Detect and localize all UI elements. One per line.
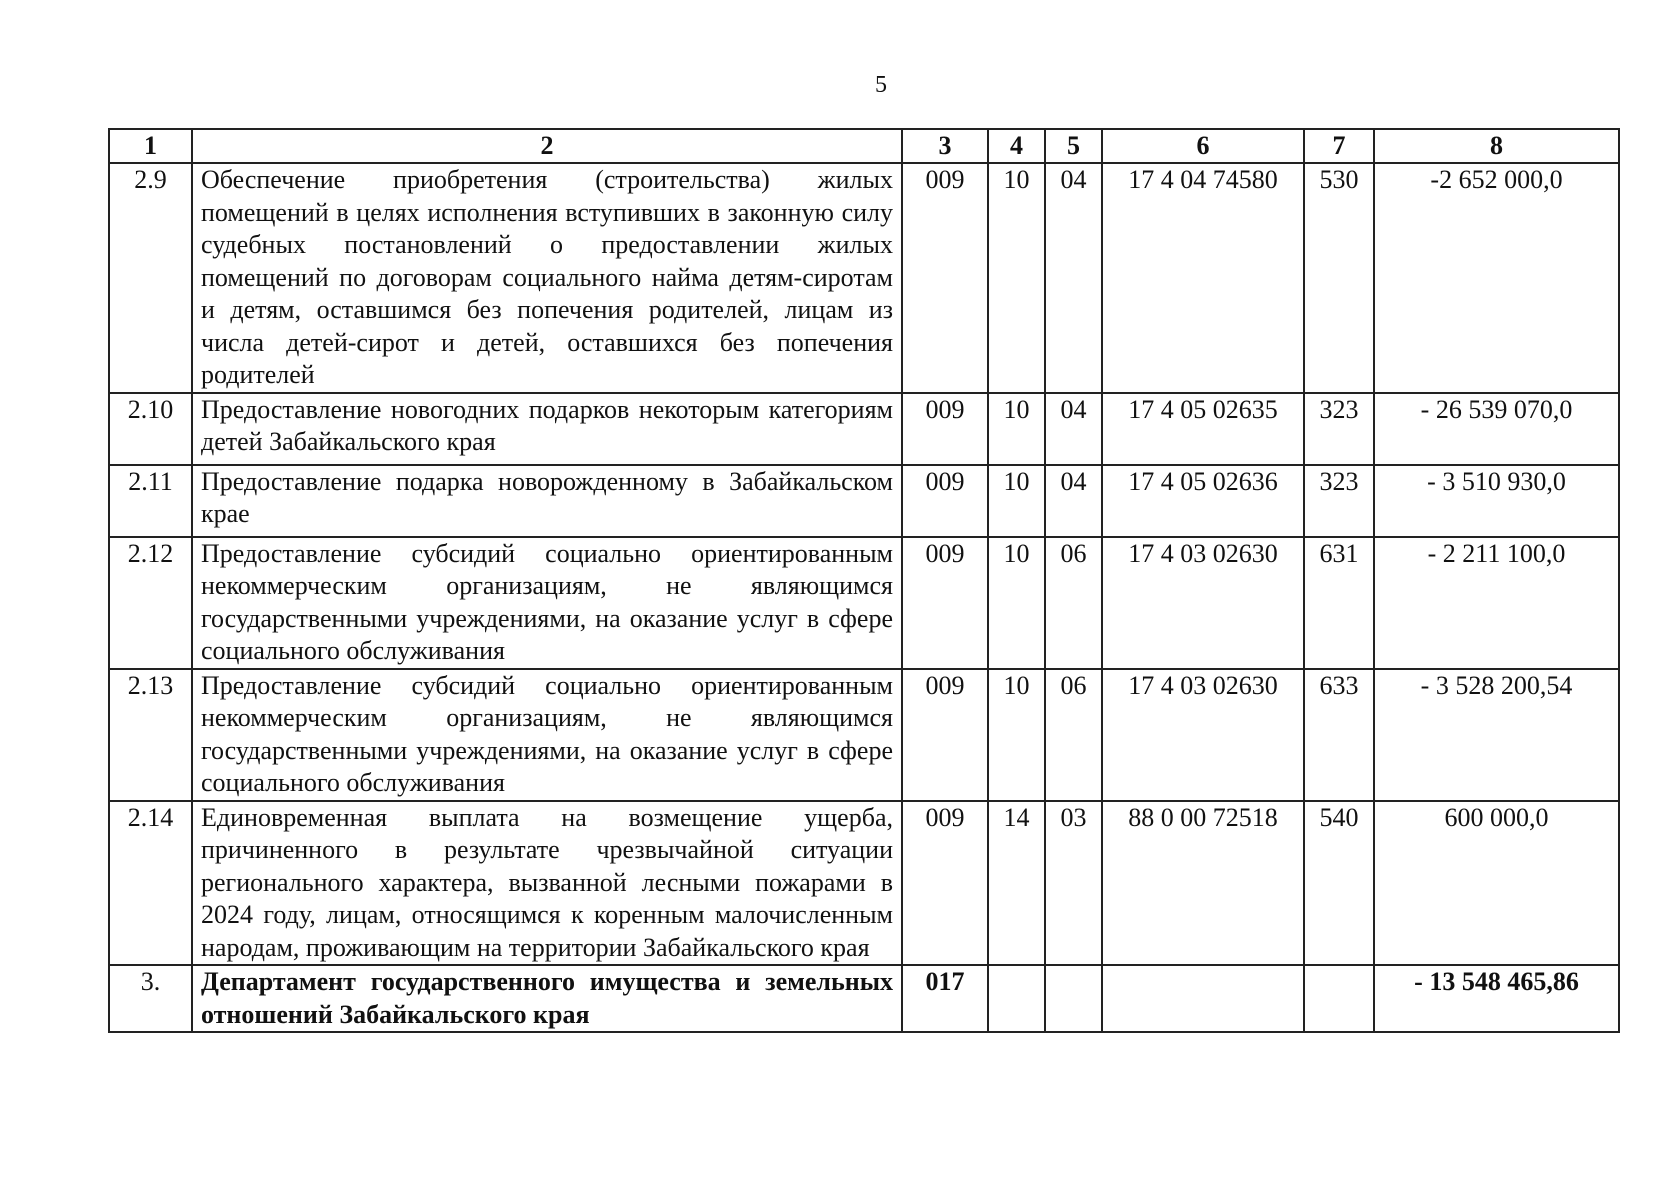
- row-description: Обеспечение приобретения (строительства) жилых помещений в целях исполнения вступивших в законную силу судебных постановлений о предоставлении жилых помещений по договорам социального найма детям-сиротам и детям, оставшимся без попечения родителей, лицам из числа детей-сирот и детей, оставшихся без попечения родителей: [192, 163, 902, 393]
- header-cell: 7: [1304, 129, 1374, 163]
- table-row: [109, 465, 1619, 537]
- expense-type-code: 633: [1304, 669, 1374, 801]
- expense-type-code: 631: [1304, 537, 1374, 669]
- table-row: [109, 393, 1619, 465]
- amount: - 2 211 100,0: [1374, 537, 1619, 669]
- amount: - 26 539 070,0: [1374, 393, 1619, 465]
- target-article-code: 88 0 00 72518: [1102, 801, 1304, 966]
- ministry-code: 009: [902, 537, 988, 669]
- header-cell: 6: [1102, 129, 1304, 163]
- row-description: Предоставление подарка новорожденному в Забайкальском крае: [192, 465, 902, 537]
- subsection-code: 04: [1045, 465, 1102, 537]
- section-code: 10: [988, 537, 1045, 669]
- expense-type-code: 323: [1304, 393, 1374, 465]
- target-article-code: 17 4 05 02635: [1102, 393, 1304, 465]
- section-code: 14: [988, 801, 1045, 966]
- amount: - 3 528 200,54: [1374, 669, 1619, 801]
- ministry-code: 017: [902, 965, 988, 1032]
- row-description: Департамент государственного имущества и земельных отношений Забайкальского края: [192, 965, 902, 1032]
- row-number: 2.10: [109, 393, 192, 465]
- amount: 600 000,0: [1374, 801, 1619, 966]
- subsection-code: 06: [1045, 669, 1102, 801]
- table-row: [109, 163, 1619, 393]
- expense-type-code: [1304, 965, 1374, 1032]
- section-code: 10: [988, 163, 1045, 393]
- row-description: Предоставление субсидий социально ориентированным некоммерческим организациям, не являющимся государственными учреждениями, на оказание услуг в сфере социального обслуживания: [192, 537, 902, 669]
- table-row: [109, 537, 1619, 669]
- table-row-department-total: [109, 965, 1619, 1032]
- row-number: 2.13: [109, 669, 192, 801]
- table-row: [109, 801, 1619, 966]
- row-description: Предоставление субсидий социально ориентированным некоммерческим организациям, не являющимся государственными учреждениями, на оказание услуг в сфере социального обслуживания: [192, 669, 902, 801]
- header-cell: 8: [1374, 129, 1619, 163]
- ministry-code: 009: [902, 465, 988, 537]
- subsection-code: [1045, 965, 1102, 1032]
- row-number: 2.11: [109, 465, 192, 537]
- page-number: 5: [875, 72, 887, 98]
- amount: -2 652 000,0: [1374, 163, 1619, 393]
- ministry-code: 009: [902, 163, 988, 393]
- ministry-code: 009: [902, 801, 988, 966]
- subsection-code: 04: [1045, 163, 1102, 393]
- target-article-code: 17 4 04 74580: [1102, 163, 1304, 393]
- row-number: 2.12: [109, 537, 192, 669]
- expense-type-code: 530: [1304, 163, 1374, 393]
- target-article-code: 17 4 05 02636: [1102, 465, 1304, 537]
- section-code: [988, 965, 1045, 1032]
- amount: - 13 548 465,86: [1374, 965, 1619, 1032]
- ministry-code: 009: [902, 393, 988, 465]
- amount: - 3 510 930,0: [1374, 465, 1619, 537]
- row-number: 2.9: [109, 163, 192, 393]
- expense-type-code: 323: [1304, 465, 1374, 537]
- expense-type-code: 540: [1304, 801, 1374, 966]
- row-description: Единовременная выплата на возмещение ущерба, причиненного в результате чрезвычайной ситуации регионального характера, вызванной лесными пожарами в 2024 году, лицам, относящимся к коренным малочисленным народам, проживающим на территории Забайкальского края: [192, 801, 902, 966]
- target-article-code: [1102, 965, 1304, 1032]
- header-cell: 1: [109, 129, 192, 163]
- budget-table: [108, 128, 1620, 1033]
- section-code: 10: [988, 465, 1045, 537]
- target-article-code: 17 4 03 02630: [1102, 669, 1304, 801]
- header-row: [109, 129, 1619, 163]
- table-row: [109, 669, 1619, 801]
- subsection-code: 04: [1045, 393, 1102, 465]
- header-cell: 4: [988, 129, 1045, 163]
- ministry-code: 009: [902, 669, 988, 801]
- row-number: 3.: [109, 965, 192, 1032]
- target-article-code: 17 4 03 02630: [1102, 537, 1304, 669]
- header-cell: 5: [1045, 129, 1102, 163]
- subsection-code: 06: [1045, 537, 1102, 669]
- row-number: 2.14: [109, 801, 192, 966]
- header-cell: 3: [902, 129, 988, 163]
- row-description: Предоставление новогодних подарков некоторым категориям детей Забайкальского края: [192, 393, 902, 465]
- subsection-code: 03: [1045, 801, 1102, 966]
- section-code: 10: [988, 669, 1045, 801]
- header-cell: 2: [192, 129, 902, 163]
- section-code: 10: [988, 393, 1045, 465]
